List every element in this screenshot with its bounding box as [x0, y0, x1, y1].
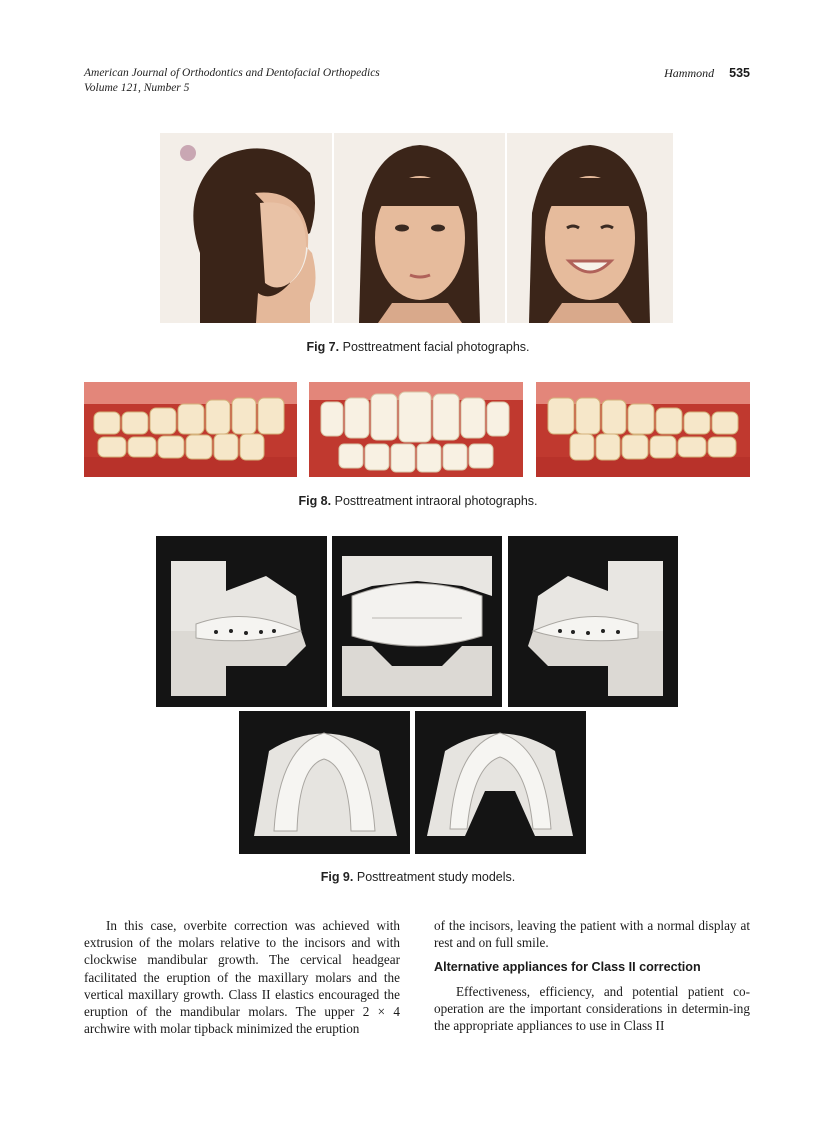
body-paragraph-right-1: of the incisors, leaving the patient with a normal display at rest and on full smile. [434, 918, 750, 951]
body-paragraph-right-2: Effectiveness, efficiency, and potential patient co-operation are the important considerations in determin-ing the appropriate appliances to use in Class II [434, 983, 750, 1034]
study-model-right [156, 536, 327, 707]
facial-photo-frontal-smile [507, 133, 673, 323]
study-model-frontal [332, 536, 502, 707]
intraoral-photo-right [84, 382, 297, 477]
figure-9-label: Fig 9. [320, 870, 354, 884]
left-column [84, 917, 400, 1037]
intraoral-photo-frontal [309, 382, 523, 477]
study-model-mandibular-occlusal [415, 711, 586, 854]
author-name: Hammond [664, 66, 715, 80]
study-model-left [508, 536, 678, 707]
running-head-right [664, 66, 750, 81]
intraoral-photo-left [536, 382, 750, 477]
facial-photo-frontal-rest [334, 133, 505, 323]
running-head [84, 66, 380, 96]
facial-photo-profile [160, 133, 332, 323]
figure-7-caption [0, 340, 836, 354]
body-paragraph-left: In this case, overbite correction was achieved with extrusion of the molars relative to the incisors and with clockwise mandibular growth. The cervical headgear facilitated the eruption of the maxillary molars and the vertical maxillary growth. Class II elastics encouraged the eruption of the mandibular molars. The upper 2 × 4 archwire with molar tipback minimized the eruption [84, 918, 400, 1037]
figure-7-text: Posttreatment facial photographs. [342, 340, 530, 354]
figure-8-text: Posttreatment intraoral photographs. [334, 494, 538, 508]
figure-9-text: Posttreatment study models. [356, 870, 516, 884]
figure-8-label: Fig 8. [298, 494, 332, 508]
figure-7-label: Fig 7. [306, 340, 340, 354]
journal-volume: Volume 121, Number 5 [84, 82, 190, 94]
journal-title: American Journal of Orthodontics and Dentofacial Orthopedics [84, 67, 380, 79]
right-column [434, 917, 750, 1034]
page-number: 535 [729, 66, 750, 80]
figure-9-caption [0, 870, 836, 884]
study-model-maxillary-occlusal [239, 711, 410, 854]
figure-8-caption [0, 494, 836, 508]
section-heading: Alternative appliances for Class II correction [434, 960, 701, 975]
